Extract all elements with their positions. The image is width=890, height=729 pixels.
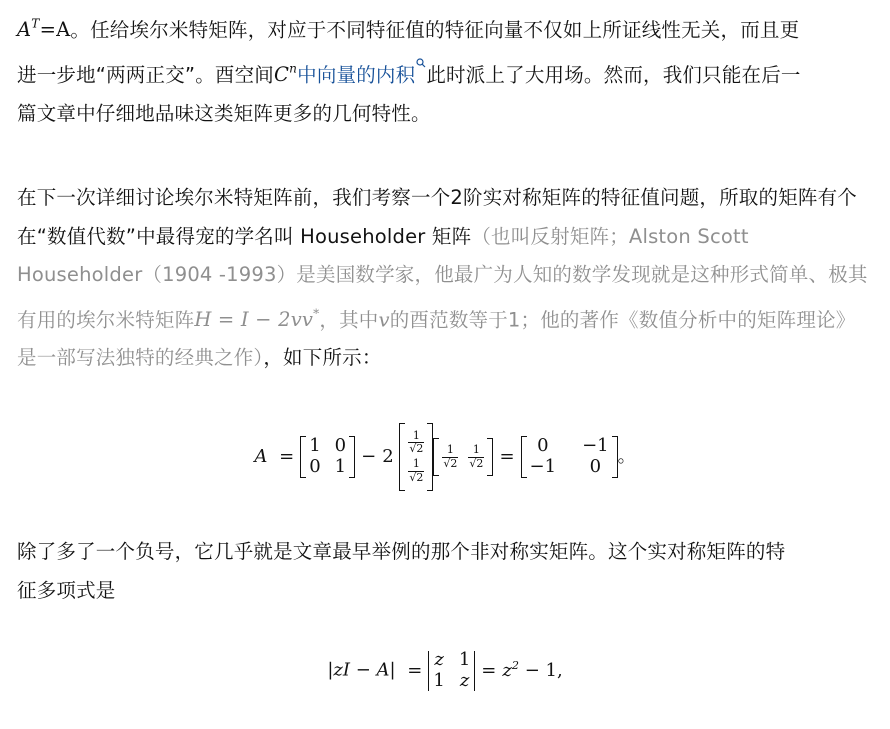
- p1-line2-end: 此时派上了大用场。然而，我们只能在后一: [426, 63, 801, 87]
- eq2-equals-2: =: [481, 659, 497, 681]
- p3-line1: 除了多了一个负号，它几乎就是文章最早举例的那个非对称实矩阵。这个实对称矩阵的特: [17, 540, 786, 563]
- math-a: $A^T=A$: [17, 17, 71, 42]
- math-cn: $C^n$: [274, 61, 298, 87]
- equation-characteristic-polynomial: [0, 650, 890, 691]
- eq1-equals-2: =: [499, 446, 515, 467]
- p2-gray-note: （也叫反射矩阵；Alston Scott Householder（1904 -1993）是美国数学家，他最广为人知的数学发现就是这种形式简单、极其有用的埃尔米特矩阵H = I − 2vv*，其中v的酉范数等于1；他的著作《数值分析中的矩阵理论》是一部写法独特的经典之作）: [17, 224, 868, 370]
- eq2-lhs: |zI − A|: [327, 659, 396, 681]
- paragraph-char-poly: [17, 533, 875, 610]
- eq1-coef: 2: [382, 446, 394, 467]
- row-vector: $\frac{1}{√2}$ $\frac{1}{√2}$: [433, 438, 493, 476]
- paragraph-hermitian: [17, 5, 875, 133]
- eq1-end: 。: [617, 446, 636, 467]
- p3-line2: 征多项式是: [17, 578, 116, 602]
- column-vector: $\frac{1}{√2}$ $\frac{1}{√2}$: [399, 423, 433, 491]
- eq1-lhs: A: [254, 446, 268, 467]
- eq2-rhs: $z^2 - 1$,: [502, 658, 563, 681]
- inner-product-link[interactable]: 中向量的内积: [297, 63, 416, 87]
- math-householder-formula: H = I − 2vv*: [194, 306, 320, 331]
- p2-end: ，如下所示：: [263, 346, 382, 370]
- eq1-equals: =: [279, 446, 295, 467]
- search-icon[interactable]: [416, 58, 426, 68]
- p1-line1-text: 。任给埃尔米特矩阵，对应于不同特征值的特征向量不仅如上所证线性无关，而且更: [70, 18, 800, 42]
- identity-matrix: 1 0 0 1: [300, 436, 355, 478]
- eq1-minus: −: [361, 446, 377, 467]
- p2-intro: 在下一次详细讨论埃尔米特矩阵前，我们考察一个2阶实对称矩阵的特征值问题，所取的矩阵有个在“数值代数”中最得宠的学名叫 Householder 矩阵: [17, 186, 858, 248]
- p1-line2-start: 进一步地“两两正交”。酉空间: [17, 63, 275, 87]
- result-matrix: 0 −1 −1 0: [521, 436, 618, 478]
- determinant-matrix: z 1 1 z: [428, 650, 475, 691]
- eq2-equals: =: [407, 659, 423, 681]
- equation-householder-matrix: [0, 423, 890, 491]
- p1-line3: 篇文章中仔细地品味这类矩阵更多的几何特性。: [17, 101, 431, 125]
- paragraph-householder: [17, 179, 875, 378]
